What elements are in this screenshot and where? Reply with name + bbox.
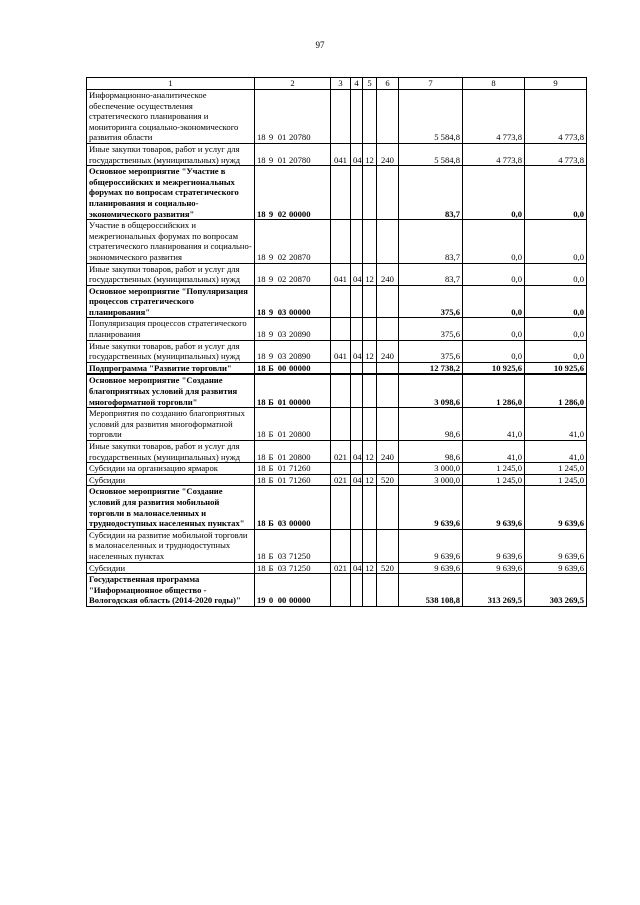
header-cell: 6 [377,78,399,90]
row-value-8-cell: 0,0 [463,166,525,220]
header-cell: 8 [463,78,525,90]
code-part: 00000 [289,306,311,317]
row-code-cell [255,220,331,263]
table-row [87,574,587,607]
code-part: 00000 [289,396,311,407]
row-name-cell: Иные закупки товаров, работ и услуг для государственных (муниципальных) нужд [87,143,255,165]
code-part: 03 [277,518,287,529]
row-col6-cell [377,90,399,144]
row-col3-cell [331,486,351,529]
row-col4-cell [351,220,363,263]
row-name-cell: Основное мероприятие "Создание условий для развития мобильной торговли в малонаселенных и труднодоступных населенных пунктах" [87,486,255,529]
row-col4-cell [351,90,363,144]
row-value-7-cell: 9 639,6 [399,486,463,529]
row-col6-cell: 240 [377,340,399,362]
row-col4-cell: 04 [351,143,363,165]
code-part: 18 [257,429,266,440]
row-col4-cell [351,529,363,562]
row-col3-cell: 021 [331,562,351,574]
row-value-9-cell: 41,0 [525,441,587,463]
row-col3-cell: 041 [331,340,351,362]
row-code-cell [255,340,331,362]
code-part: 18 [257,208,266,219]
table-row [87,340,587,362]
row-code-cell [255,318,331,340]
row-name-cell: Субсидии на организацию ярмарок [87,463,255,475]
table-row [87,362,587,374]
code-part: 20800 [289,429,311,440]
table-row [87,408,587,441]
header-cell: 9 [525,78,587,90]
code-part: Б [268,396,274,407]
code-part: 20890 [289,351,311,362]
row-code-cell [255,143,331,165]
code-part: 02 [277,208,287,219]
row-col4-cell [351,486,363,529]
code-part: 18 [257,562,266,573]
row-name-cell: Субсидии на развитие мобильной торговли в малонаселенных и труднодоступных населенных пунктах [87,529,255,562]
row-col5-cell [363,486,377,529]
row-value-9-cell: 1 245,0 [525,463,587,475]
table-row [87,562,587,574]
row-value-9-cell: 0,0 [525,285,587,318]
row-value-9-cell: 0,0 [525,166,587,220]
row-name-cell: Мероприятия по созданию благоприятных условий для развития многоформатной торговли [87,408,255,441]
code-part: 01 [277,429,287,440]
row-col5-cell [363,220,377,263]
row-value-7-cell: 3 000,0 [399,463,463,475]
code-part: 18 [257,306,266,317]
row-col5-cell [363,166,377,220]
row-col3-cell [331,463,351,475]
row-value-9-cell: 1 286,0 [525,374,587,407]
row-name-cell: Подпрограмма "Развитие торговли" [87,362,255,374]
row-col6-cell: 520 [377,562,399,574]
row-value-8-cell: 1 245,0 [463,474,525,486]
row-col3-cell [331,166,351,220]
code-part: 00000 [289,362,311,373]
row-value-7-cell: 83,7 [399,263,463,285]
table-header-row [87,78,587,90]
budget-table [86,77,587,607]
row-value-7-cell: 9 639,6 [399,529,463,562]
row-col5-cell [363,374,377,407]
code-part: 18 [257,351,266,362]
code-part: 03 [277,329,287,340]
code-part: 18 [257,362,266,373]
code-part: 9 [268,154,274,165]
row-code-cell [255,90,331,144]
code-part: 0 [268,595,274,606]
table-row [87,474,587,486]
row-value-8-cell: 4 773,8 [463,143,525,165]
row-col5-cell: 12 [363,441,377,463]
code-part: 71250 [289,562,311,573]
code-part: 18 [257,274,266,285]
row-col6-cell [377,408,399,441]
row-value-8-cell: 1 286,0 [463,374,525,407]
code-part: Б [268,362,274,373]
code-part: 9 [268,132,274,143]
row-value-8-cell: 4 773,8 [463,90,525,144]
row-col6-cell [377,374,399,407]
row-name-cell: Основное мероприятие "Создание благоприятных условий для развития многоформатной торговли" [87,374,255,407]
row-col6-cell [377,285,399,318]
row-code-cell [255,486,331,529]
row-value-8-cell: 9 639,6 [463,486,525,529]
row-code-cell [255,529,331,562]
code-part: 00000 [289,208,311,219]
row-col6-cell: 240 [377,441,399,463]
code-part: 18 [257,463,266,474]
code-part: Б [268,451,274,462]
code-part: 20800 [289,451,311,462]
row-col5-cell [363,408,377,441]
row-col3-cell [331,90,351,144]
row-col4-cell [351,408,363,441]
row-col3-cell [331,362,351,374]
row-code-cell [255,362,331,374]
row-value-9-cell: 1 245,0 [525,474,587,486]
code-part: 18 [257,550,266,561]
table-row [87,463,587,475]
row-col6-cell [377,220,399,263]
row-name-cell: Участие в общероссийских и межрегиональных форумах по вопросам стратегического планирования и социально-экономического развития [87,220,255,263]
row-col3-cell [331,285,351,318]
row-value-8-cell: 0,0 [463,318,525,340]
row-col4-cell: 04 [351,562,363,574]
table-row [87,318,587,340]
header-cell: 2 [255,78,331,90]
code-part: Б [268,550,274,561]
code-part: 18 [257,251,266,262]
row-code-cell [255,263,331,285]
code-part: 20870 [289,251,311,262]
row-value-7-cell: 5 584,8 [399,143,463,165]
code-part: 01 [277,396,287,407]
row-name-cell: Иные закупки товаров, работ и услуг для государственных (муниципальных) нужд [87,441,255,463]
row-value-8-cell: 313 269,5 [463,574,525,607]
table-row [87,486,587,529]
row-col3-cell [331,529,351,562]
code-part: 71260 [289,463,311,474]
row-col4-cell [351,374,363,407]
row-value-7-cell: 83,7 [399,220,463,263]
table-row [87,285,587,318]
row-col3-cell [331,318,351,340]
row-code-cell [255,285,331,318]
row-name-cell: Популяризация процессов стратегического планирования [87,318,255,340]
row-value-9-cell: 10 925,6 [525,362,587,374]
code-part: 20870 [289,274,311,285]
code-part: 18 [257,329,266,340]
code-part: 03 [277,351,287,362]
code-part: 01 [277,474,287,485]
row-value-9-cell: 41,0 [525,408,587,441]
row-col4-cell [351,362,363,374]
code-part: 18 [257,132,266,143]
row-value-9-cell: 303 269,5 [525,574,587,607]
code-part: 9 [268,251,274,262]
code-part: Б [268,429,274,440]
row-value-9-cell: 0,0 [525,263,587,285]
row-code-cell [255,574,331,607]
code-part: 18 [257,396,266,407]
row-value-9-cell: 0,0 [525,318,587,340]
code-part: 18 [257,518,266,529]
code-part: 18 [257,474,266,485]
table-row [87,263,587,285]
code-part: 9 [268,306,274,317]
row-col5-cell: 12 [363,474,377,486]
row-value-8-cell: 41,0 [463,408,525,441]
row-col6-cell [377,486,399,529]
row-col4-cell [351,166,363,220]
code-part: 71260 [289,474,311,485]
row-col5-cell: 12 [363,263,377,285]
row-value-7-cell: 12 738,2 [399,362,463,374]
row-col5-cell [363,362,377,374]
table-row [87,529,587,562]
code-part: 03 [277,562,287,573]
row-value-7-cell: 3 098,6 [399,374,463,407]
row-value-8-cell: 0,0 [463,263,525,285]
row-code-cell [255,463,331,475]
row-value-9-cell: 4 773,8 [525,90,587,144]
row-col5-cell: 12 [363,340,377,362]
row-name-cell: Информационно-аналитическое обеспечение осуществления стратегического планирования и мониторинга социально-экономического развития области [87,90,255,144]
table-body [87,90,587,607]
row-value-9-cell: 0,0 [525,220,587,263]
row-col6-cell [377,574,399,607]
row-col6-cell [377,166,399,220]
row-code-cell [255,408,331,441]
code-part: 20780 [289,154,311,165]
code-part: 00000 [289,595,311,606]
row-col6-cell: 240 [377,263,399,285]
row-value-9-cell: 0,0 [525,340,587,362]
table-row [87,143,587,165]
row-value-7-cell: 375,6 [399,285,463,318]
row-code-cell [255,562,331,574]
row-col5-cell [363,463,377,475]
row-value-7-cell: 375,6 [399,340,463,362]
header-cell: 4 [351,78,363,90]
row-value-8-cell: 0,0 [463,340,525,362]
row-col3-cell: 021 [331,441,351,463]
row-col4-cell: 04 [351,474,363,486]
code-part: 9 [268,208,274,219]
row-value-8-cell: 10 925,6 [463,362,525,374]
row-value-9-cell: 9 639,6 [525,529,587,562]
row-col4-cell [351,318,363,340]
row-code-cell [255,166,331,220]
row-col5-cell [363,574,377,607]
code-part: 9 [268,351,274,362]
row-col5-cell [363,285,377,318]
row-col6-cell [377,318,399,340]
code-part: Б [268,562,274,573]
row-value-9-cell: 9 639,6 [525,486,587,529]
code-part: 9 [268,329,274,340]
code-part: 01 [277,451,287,462]
header-cell: 3 [331,78,351,90]
code-part: 03 [277,306,287,317]
row-code-cell [255,474,331,486]
code-part: 71250 [289,550,311,561]
code-part: 01 [277,132,287,143]
row-name-cell: Субсидии [87,562,255,574]
code-part: 00 [277,595,287,606]
code-part: 00000 [289,518,311,529]
row-value-8-cell: 0,0 [463,220,525,263]
row-value-7-cell: 5 584,8 [399,90,463,144]
code-part: 18 [257,451,266,462]
code-part: 02 [277,274,287,285]
row-col5-cell [363,90,377,144]
row-name-cell: Государственная программа "Информационное общество - Вологодская область (2014-2020 годы)" [87,574,255,607]
row-value-7-cell: 538 108,8 [399,574,463,607]
row-name-cell: Иные закупки товаров, работ и услуг для государственных (муниципальных) нужд [87,340,255,362]
row-value-7-cell: 375,6 [399,318,463,340]
row-col4-cell [351,285,363,318]
row-col5-cell [363,529,377,562]
row-col3-cell [331,574,351,607]
row-col5-cell: 12 [363,143,377,165]
row-col5-cell: 12 [363,562,377,574]
row-name-cell: Субсидии [87,474,255,486]
page-number: 97 [315,40,325,50]
code-part: 18 [257,154,266,165]
row-value-9-cell: 9 639,6 [525,562,587,574]
table-row [87,374,587,407]
row-col4-cell [351,463,363,475]
code-part: 01 [277,154,287,165]
row-value-8-cell: 41,0 [463,441,525,463]
code-part: 9 [268,274,274,285]
row-value-8-cell: 0,0 [463,285,525,318]
row-value-7-cell: 3 000,0 [399,474,463,486]
header-cell: 7 [399,78,463,90]
header-cell: 5 [363,78,377,90]
row-col6-cell [377,463,399,475]
row-value-7-cell: 98,6 [399,441,463,463]
row-col6-cell: 240 [377,143,399,165]
code-part: 03 [277,550,287,561]
row-col3-cell [331,408,351,441]
table-row [87,220,587,263]
row-col4-cell: 04 [351,340,363,362]
row-col6-cell: 520 [377,474,399,486]
code-part: 20780 [289,132,311,143]
code-part: Б [268,474,274,485]
row-value-7-cell: 9 639,6 [399,562,463,574]
row-col3-cell [331,374,351,407]
header-cell: 1 [87,78,255,90]
table-row [87,90,587,144]
code-part: 19 [257,595,266,606]
table-row [87,441,587,463]
row-value-8-cell: 9 639,6 [463,529,525,562]
row-col4-cell [351,574,363,607]
row-code-cell [255,441,331,463]
code-part: 02 [277,251,287,262]
table-row [87,166,587,220]
row-name-cell: Иные закупки товаров, работ и услуг для государственных (муниципальных) нужд [87,263,255,285]
row-name-cell: Основное мероприятие "Популяризация процессов стратегического планирования" [87,285,255,318]
row-col5-cell [363,318,377,340]
row-col4-cell: 04 [351,441,363,463]
code-part: Б [268,518,274,529]
code-part: 00 [277,362,287,373]
row-value-7-cell: 83,7 [399,166,463,220]
code-part: 01 [277,463,287,474]
row-col6-cell [377,362,399,374]
row-value-8-cell: 1 245,0 [463,463,525,475]
row-col4-cell: 04 [351,263,363,285]
row-col6-cell [377,529,399,562]
code-part: Б [268,463,274,474]
row-code-cell [255,374,331,407]
row-col3-cell: 021 [331,474,351,486]
row-value-7-cell: 98,6 [399,408,463,441]
code-part: 20890 [289,329,311,340]
row-col3-cell: 041 [331,263,351,285]
row-name-cell: Основное мероприятие "Участие в общероссийских и межрегиональных форумах по вопросам стратегического планирования и социально-экономического развития" [87,166,255,220]
row-col3-cell: 041 [331,143,351,165]
row-value-9-cell: 4 773,8 [525,143,587,165]
row-col3-cell [331,220,351,263]
row-value-8-cell: 9 639,6 [463,562,525,574]
